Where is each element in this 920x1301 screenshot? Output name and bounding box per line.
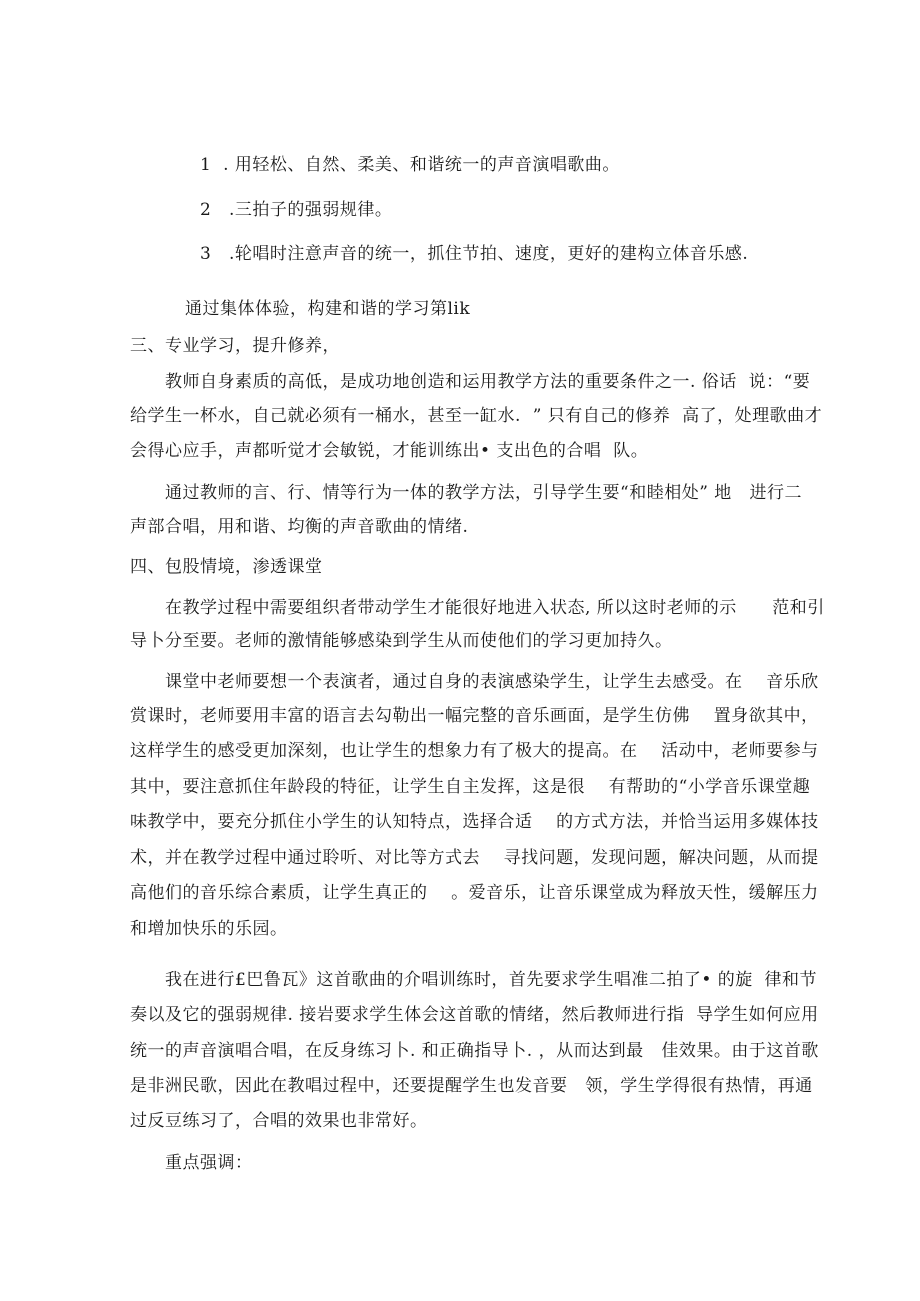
section3-para1-line1: 教师自身素质的高低，是成功地创造和运用教学方法的重要条件之一. 俗话 说：“要 (165, 372, 811, 392)
section4-para1-line2: 导卜分至要。老师的激情能够感染到学生从而使他们的学习更加持久。 (130, 631, 673, 651)
numbered-item-1: 1 . 用轻松、自然、柔美、和谐统一的声音演唱歌曲。 (200, 155, 620, 175)
section4-para2-line2: 赏课时，老师要用丰富的语言去勾勒出一幅完整的音乐画面，是学生仿佛 置身欲其中， (130, 706, 819, 726)
section4-para2-line8: 和增加快乐的乐园。 (130, 919, 288, 939)
section4-para3-line2: 奏以及它的强弱规律. 接岩要求学生体会这首歌的情绪，然后教师进行指 导学生如何应用 (130, 1005, 819, 1025)
section3-para2-line1: 通过教师的言、行、情等行为一体的教学方法，引导学生要“和睦相处” 地 进行二 (165, 483, 802, 503)
section4-para3-line1: 我在进行£巴鲁瓦》这首歌曲的介唱训练时，首先要求学生唱准二拍了• 的旋 律和节 (165, 970, 818, 990)
section-heading-3: 三、专业学习，提升修养， (130, 336, 340, 356)
emphasis-label: 重点强调： (165, 1153, 253, 1173)
numbered-item-2: 2 .三拍子的强弱规律。 (200, 200, 393, 220)
numbered-item-3: 3 .轮唱时注意声音的统一，抓住节拍、速度，更好的建构立体音乐感. (200, 244, 749, 264)
section3-para1-line2: 给学生一杯水，自己就必须有一桶水，甚至一缸水. ” 只有自己的修养 高了，处理歌曲才 (130, 406, 823, 426)
section4-para2-line1: 课堂中老师要想一个表演者，通过自身的表演感染学生，让学生去感受。在 音乐欣 (165, 672, 819, 692)
section4-para3-line3: 统一的声音演唱合唱，在反身练习卜. 和正确指导卜. ，从而达到最 佳效果。由于这首歌 (130, 1041, 819, 1061)
section4-para3-line4: 是非洲民歌，因此在教唱过程中，还要提醒学生也发音要 领，学生学得很有热情，再通 (130, 1076, 813, 1096)
section3-para1-line3: 会得心应手，声都听觉才会敏锐，才能训练出• 支出色的合唱 队。 (130, 441, 649, 461)
section4-para2-line3: 这样学生的感受更加深刻，也让学生的想象力有了极大的提高。在 活动中，老师要参与 (130, 741, 819, 761)
section-heading-4: 四、包股情境，渗透课堂 (130, 557, 323, 577)
section4-para2-line7: 高他们的音乐综合素质，让学生真正的 。爱音乐，让音乐课堂成为释放天性，缓解压力 (130, 883, 819, 903)
summary-line: 通过集体体验，构建和谐的学习第lik (185, 299, 471, 319)
section4-para3-line5: 过反豆练习了，合唱的效果也非常好。 (130, 1111, 428, 1131)
section4-para2-line6: 术，并在教学过程中通过聆听、对比等方式去 寻找问题，发现问题，解决问题，从而提 (130, 848, 819, 868)
section3-para2-line2: 声部合唱，用和谐、均衡的声音歌曲的情绪. (130, 517, 469, 537)
section4-para2-line4: 其中，要注意抓住年龄段的特征，让学生自主发挥，这是很 有帮助的“小学音乐课堂趣 (130, 777, 811, 797)
section4-para2-line5: 味教学中，要充分抓住小学生的认知特点，选择合适 的方式方法，并恰当运用多媒体技 (130, 812, 819, 832)
section4-para1-line1: 在教学过程中需要组织者带动学生才能很好地进入状态, 所以这时老师的示 范和引 (165, 598, 825, 618)
